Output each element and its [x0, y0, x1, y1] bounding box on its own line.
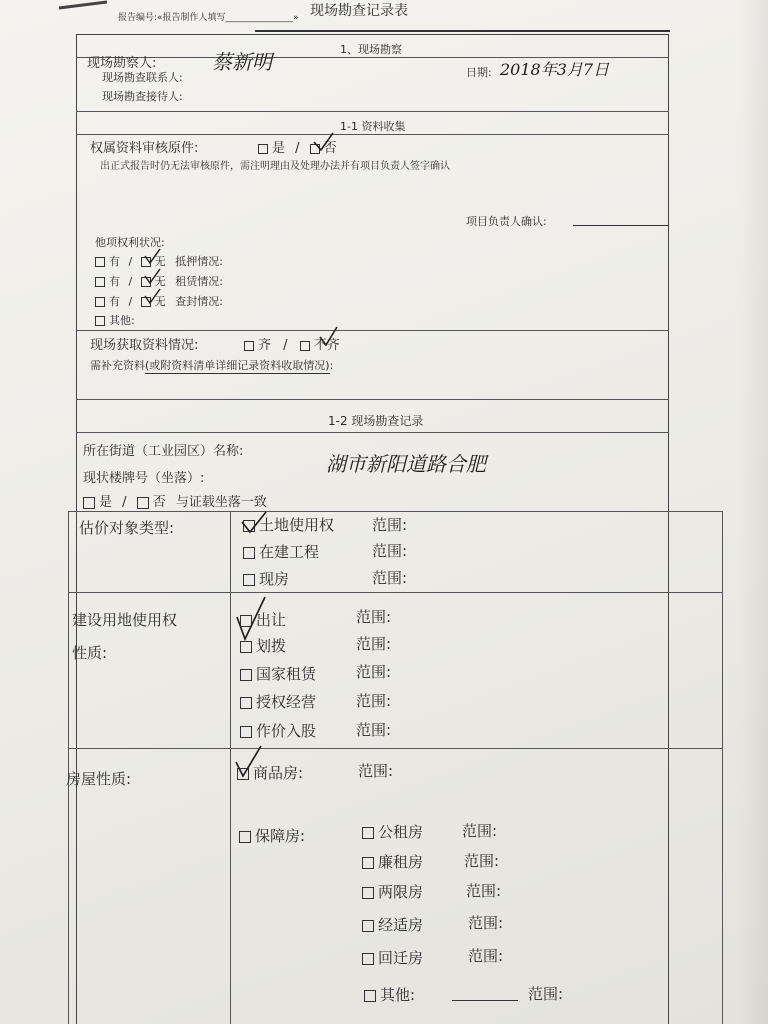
none-label: 无	[154, 295, 166, 308]
seizure-label: 查封情况:	[175, 295, 223, 308]
divider	[76, 111, 669, 112]
object-type-label: 估价对象类型:	[79, 519, 175, 537]
surveyor-label: 现场勘察人:	[87, 56, 157, 71]
check-mark-icon	[312, 132, 336, 154]
separator: /	[295, 141, 300, 156]
check-mark-icon	[318, 326, 340, 348]
low-rent-checkbox[interactable]	[362, 857, 374, 869]
check-mark-icon	[143, 288, 163, 306]
incomplete-checkbox[interactable]	[300, 341, 310, 351]
section-1-title: 1、现场勘察	[340, 43, 402, 56]
public-rental-checkbox[interactable]	[362, 827, 374, 839]
economical-label: 经适房	[378, 916, 424, 934]
divider	[76, 330, 669, 331]
no-label: 否	[152, 495, 166, 510]
construction-scope-label: 范围:	[372, 542, 408, 560]
check-mark-icon	[240, 510, 268, 536]
low-rent-scope-label: 范围:	[464, 852, 500, 870]
affordable-house-label: 保障房:	[255, 827, 306, 845]
land-use-state-lease	[240, 663, 316, 684]
object-type-construction	[243, 541, 319, 562]
state-lease-checkbox[interactable]	[240, 669, 252, 681]
check-mark-icon	[143, 268, 163, 286]
right-border	[722, 511, 723, 1024]
two-limit-checkbox[interactable]	[362, 887, 374, 899]
separator: /	[128, 255, 133, 268]
divider	[68, 511, 723, 512]
affordable-row	[239, 825, 305, 846]
relocation-row	[362, 947, 423, 968]
check-mark-icon	[233, 595, 269, 647]
plate-label: 现状楼牌号（坐落）:	[83, 471, 205, 486]
low-rent-label: 廉租房	[378, 853, 424, 871]
economical-row	[362, 914, 423, 935]
consistency-yes-checkbox[interactable]	[83, 497, 95, 509]
construction-checkbox[interactable]	[243, 547, 255, 559]
authorized-operation-label: 授权经营	[256, 693, 317, 711]
existing-scope-label: 范围:	[372, 569, 408, 587]
supplement-label: 需补充资料	[90, 359, 145, 372]
yes-label: 是	[272, 141, 286, 156]
has-label: 有	[109, 255, 120, 268]
rights-title: 他项权利状况:	[95, 236, 165, 249]
two-limit-label: 两限房	[378, 883, 424, 901]
consistency-no-checkbox[interactable]	[137, 497, 149, 509]
other-house-checkbox[interactable]	[364, 990, 376, 1002]
has-label: 有	[109, 275, 120, 288]
construction-label: 在建工程	[259, 543, 320, 561]
equity-label: 作价入股	[256, 722, 317, 740]
review-yes-checkbox[interactable]	[258, 144, 268, 154]
supplement-note: (或附资料清单详细记录资料收取情况)	[145, 359, 330, 372]
existing-house-label: 现房	[259, 570, 290, 588]
relocation-checkbox[interactable]	[362, 953, 374, 965]
date-handwriting: 2018年3月7日	[500, 60, 610, 79]
incomplete-label: 不齐	[313, 338, 340, 353]
check-mark-icon	[233, 744, 265, 780]
title-rule	[255, 30, 670, 32]
existing-house-checkbox[interactable]	[243, 574, 255, 586]
complete-label: 齐	[258, 338, 272, 353]
land-use-authorized	[240, 691, 316, 712]
manager-signature-line	[573, 225, 669, 226]
lease-has-checkbox[interactable]	[95, 277, 105, 287]
no-label: 否	[323, 141, 337, 156]
document-title: 现场勘查记录表	[310, 3, 408, 19]
date-label: 日期:	[466, 66, 492, 79]
allocation-scope-label: 范围:	[356, 635, 392, 653]
has-label: 有	[109, 295, 120, 308]
state-lease-scope-label: 范围:	[356, 663, 392, 681]
transfer-scope-label: 范围:	[356, 608, 392, 626]
complete-checkbox[interactable]	[244, 341, 254, 351]
supplement-row	[90, 357, 333, 374]
colon: :	[329, 359, 334, 372]
consistency-row	[83, 491, 267, 510]
mortgage-label: 抵押情况:	[175, 255, 223, 268]
public-rental-row	[362, 821, 423, 842]
other-house-scope-label: 范围:	[528, 985, 564, 1003]
none-label: 无	[154, 275, 166, 288]
relocation-label: 回迁房	[378, 949, 424, 967]
house-nature-label: 房屋性质:	[66, 770, 132, 788]
address-handwriting: 湖市新阳道路合肥	[326, 452, 486, 476]
separator: /	[128, 295, 133, 308]
land-use-equity	[240, 720, 316, 741]
check-mark-icon	[143, 248, 163, 266]
surveyor-handwriting: 蔡新明	[212, 50, 272, 74]
obtain-label: 现场获取资料情况:	[90, 338, 199, 353]
section-1-1-title: 1-1 资料收集	[340, 120, 406, 133]
lease-label: 租赁情况:	[175, 275, 223, 288]
economical-checkbox[interactable]	[362, 920, 374, 932]
authorized-operation-checkbox[interactable]	[240, 697, 252, 709]
equity-checkbox[interactable]	[240, 726, 252, 738]
manager-confirm-label: 项目负责人确认:	[466, 215, 547, 228]
equity-scope-label: 范围:	[356, 721, 392, 739]
other-rights-row	[95, 312, 135, 328]
economical-scope-label: 范围:	[468, 914, 504, 932]
divider	[76, 432, 669, 433]
pen-icon	[57, 0, 112, 14]
authorized-scope-label: 范围:	[356, 692, 392, 710]
land-use-label-line2: 性质:	[72, 644, 108, 662]
seizure-has-checkbox[interactable]	[95, 297, 105, 307]
yes-label: 是	[99, 495, 113, 510]
state-lease-label: 国家租赁	[256, 665, 317, 683]
other-house-label: 其他:	[380, 986, 416, 1004]
land-use-right-label: 土地使用权	[259, 516, 335, 534]
original-review-note: 出正式报告时仍无法审核原件，需注明理由及处理办法并有项目负责人签字确认	[100, 161, 450, 172]
street-label: 所在街道（工业园区）名称:	[83, 444, 244, 459]
mortgage-has-checkbox[interactable]	[95, 257, 105, 267]
contact-label: 现场勘查联系人:	[102, 71, 183, 84]
divider	[68, 748, 723, 749]
public-rental-label: 公租房	[378, 823, 424, 841]
column-divider	[230, 511, 231, 1024]
other-label: 其他:	[109, 314, 135, 327]
section-1-2-title: 1-2 现场勘查记录	[328, 414, 424, 428]
separator: /	[122, 495, 127, 510]
commercial-house-label: 商品房:	[253, 764, 304, 782]
land-use-label-line1: 建设用地使用权	[72, 611, 178, 629]
separator: /	[283, 338, 288, 353]
two-limit-row	[362, 881, 423, 902]
divider	[68, 592, 723, 593]
separator: /	[128, 275, 133, 288]
other-rights-checkbox[interactable]	[95, 316, 105, 326]
other-house-blank-line	[452, 1000, 518, 1001]
commercial-scope-label: 范围:	[358, 762, 394, 780]
divider	[76, 399, 669, 400]
object-type-existing	[243, 568, 289, 589]
land-scope-label: 范围:	[372, 516, 408, 534]
divider	[76, 134, 669, 135]
low-rent-row	[362, 851, 423, 872]
other-house-row	[364, 984, 415, 1005]
affordable-house-checkbox[interactable]	[239, 831, 251, 843]
allocation-label: 划拨	[256, 637, 287, 655]
transfer-label: 出让	[256, 611, 287, 629]
two-limit-scope-label: 范围:	[466, 882, 502, 900]
public-rental-scope-label: 范围:	[462, 822, 498, 840]
receiver-label: 现场勘查接待人:	[102, 90, 183, 103]
none-label: 无	[154, 255, 166, 268]
original-review-label: 权属资料审核原件:	[90, 141, 199, 156]
consistency-label: 与证载坐落一致	[175, 495, 267, 510]
report-number-label: 报告编号:«报告制作人填写_______________»	[118, 13, 299, 23]
relocation-scope-label: 范围:	[468, 947, 504, 965]
